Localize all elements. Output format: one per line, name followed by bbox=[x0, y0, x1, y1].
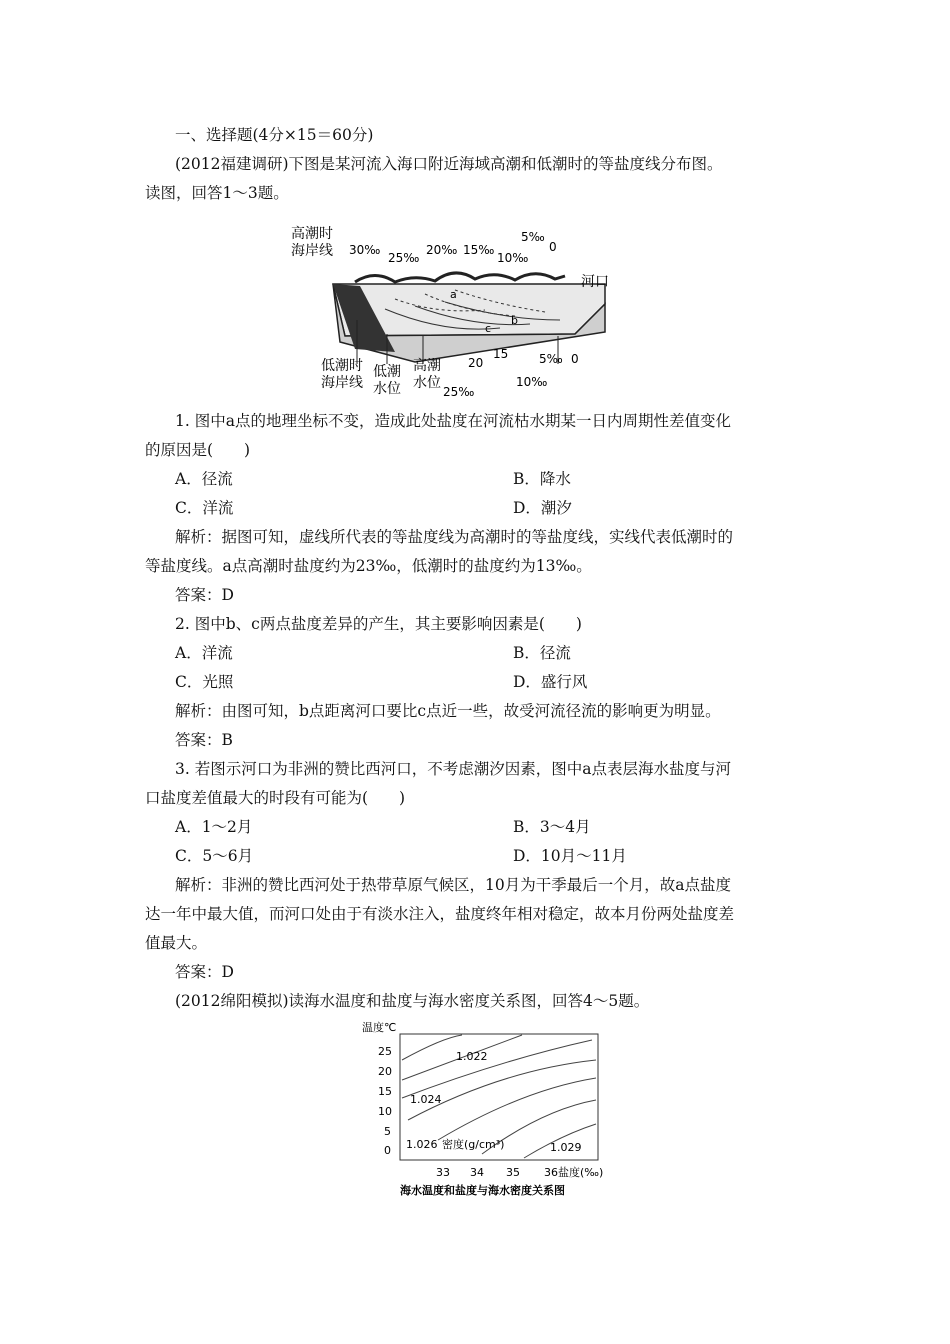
top-salinity-value: 0 bbox=[549, 240, 557, 254]
chart-caption: 海水温度和盐度与海水密度关系图 bbox=[400, 1184, 565, 1197]
q2-option-b: B．径流 bbox=[513, 644, 571, 662]
q1-option-b: B．降水 bbox=[513, 470, 571, 488]
q3-stem-line-1: 3. 若图示河口为非洲的赞比西河口，不考虑潮汐因素，图中a点表层海水盐度与河 bbox=[175, 760, 731, 778]
q1-stem-line-1: 1. 图中a点的地理坐标不变，造成此处盐度在河流枯水期某一日内周期性差值变化 bbox=[175, 412, 731, 430]
q2-option-d: D．盛行风 bbox=[513, 673, 588, 691]
q3-answer: 答案：D bbox=[175, 963, 234, 981]
y-tick: 15 bbox=[378, 1085, 392, 1098]
low-tide-level-label: 低潮 bbox=[373, 364, 401, 380]
high-tide-coastline bbox=[355, 273, 565, 282]
density-unit-label: 密度(g/cm³) bbox=[442, 1138, 505, 1151]
q3-analysis-line-2: 达一年中最大值，而河口处由于有淡水注入，盐度终年相对稳定，故本月份两处盐度差 bbox=[145, 905, 735, 923]
y-axis-label: 温度℃ bbox=[362, 1021, 397, 1034]
q1-option-a: A．径流 bbox=[175, 470, 233, 488]
q2-option-c: C．光照 bbox=[175, 673, 234, 691]
intro-line-1: (2012福建调研)下图是某河流入海口附近海域高潮和低潮时的等盐度线分布图。 bbox=[175, 155, 723, 173]
contour-label: 1.026 bbox=[406, 1138, 438, 1151]
contour-label: 1.022 bbox=[456, 1050, 488, 1063]
q3-option-c: C．5～6月 bbox=[175, 847, 254, 865]
contour-label: 1.024 bbox=[410, 1093, 442, 1106]
q3-option-d: D．10月～11月 bbox=[513, 847, 627, 865]
river-mouth-label: 河口 bbox=[581, 274, 609, 290]
q2-option-a: A．洋流 bbox=[175, 644, 233, 662]
y-tick: 10 bbox=[378, 1105, 392, 1118]
top-salinity-value: 20‰ bbox=[426, 243, 458, 257]
q3-analysis-line-1: 解析：非洲的赞比西河处于热带草原气候区，10月为干季最后一个月，故a点盐度 bbox=[175, 876, 731, 894]
density-contour bbox=[402, 1035, 462, 1060]
q1-analysis-line-1: 解析：据图可知，虚线所代表的等盐度线为高潮时的等盐度线，实线代表低潮时的 bbox=[175, 528, 734, 546]
bottom-salinity-value: 0 bbox=[571, 352, 579, 366]
bottom-salinity-value: 20 bbox=[468, 356, 484, 370]
top-salinity-value: 15‰ bbox=[463, 243, 495, 257]
estuary-salinity-diagram bbox=[285, 224, 615, 402]
y-tick: 5 bbox=[384, 1125, 391, 1138]
bottom-salinity-value: 10‰ bbox=[516, 375, 548, 389]
low-tide-coast-label: 低潮时 bbox=[321, 358, 363, 374]
point-a-label: a bbox=[450, 288, 457, 301]
q2-answer: 答案：B bbox=[175, 731, 233, 749]
bottom-salinity-value: 25‰ bbox=[443, 385, 475, 399]
y-tick: 0 bbox=[384, 1144, 391, 1157]
high-tide-level-label: 高潮 bbox=[413, 358, 441, 374]
x-tick: 33 bbox=[436, 1166, 450, 1179]
top-salinity-value: 25‰ bbox=[388, 251, 420, 265]
q3-option-a: A．1～2月 bbox=[175, 818, 253, 836]
estuary-diagram-svg bbox=[285, 224, 615, 402]
y-tick: 20 bbox=[378, 1065, 392, 1078]
x-tick: 36 bbox=[544, 1166, 558, 1179]
q1-stem-line-2: 的原因是( ) bbox=[145, 441, 251, 459]
point-c-label: c bbox=[485, 322, 492, 335]
section-title: 一、选择题(4分×15＝60分) bbox=[175, 126, 374, 144]
high-tide-coast-label: 高潮时 bbox=[291, 226, 333, 242]
x-axis-label: 盐度(‰) bbox=[558, 1166, 604, 1179]
q1-option-d: D．潮汐 bbox=[513, 499, 572, 517]
top-salinity-value: 30‰ bbox=[349, 243, 381, 257]
q2-stem: 2. 图中b、c两点盐度差异的产生，其主要影响因素是( ) bbox=[175, 615, 582, 633]
intro2: (2012绵阳模拟)读海水温度和盐度与海水密度关系图，回答4～5题。 bbox=[175, 992, 650, 1010]
q2-analysis: 解析：由图可知，b点距离河口要比c点近一些，故受河流径流的影响更为明显。 bbox=[175, 702, 721, 720]
density-contour bbox=[408, 1060, 596, 1120]
density-chart-svg bbox=[352, 1020, 612, 1200]
x-tick: 35 bbox=[506, 1166, 520, 1179]
low-tide-coast-label: 海岸线 bbox=[321, 375, 363, 391]
y-tick: 25 bbox=[378, 1045, 392, 1058]
q1-analysis-line-2: 等盐度线。a点高潮时盐度约为23‰，低潮时的盐度约为13‰。 bbox=[145, 557, 592, 575]
bottom-salinity-value: 5‰ bbox=[539, 352, 563, 366]
q3-analysis-line-3: 值最大。 bbox=[145, 934, 208, 952]
point-b-label: b bbox=[511, 314, 518, 327]
high-tide-coast-label: 海岸线 bbox=[291, 243, 333, 259]
intro-line-2: 读图，回答1～3题。 bbox=[145, 184, 289, 202]
top-salinity-value: 5‰ bbox=[521, 230, 545, 244]
q1-answer: 答案：D bbox=[175, 586, 234, 604]
low-tide-level-label: 水位 bbox=[373, 381, 401, 397]
x-tick: 34 bbox=[470, 1166, 484, 1179]
q3-stem-line-2: 口盐度差值最大的时段有可能为( ) bbox=[145, 789, 406, 807]
contour-label: 1.029 bbox=[550, 1141, 582, 1154]
high-tide-level-label: 水位 bbox=[413, 375, 441, 391]
q1-option-c: C．洋流 bbox=[175, 499, 234, 517]
bottom-salinity-value: 15 bbox=[493, 347, 509, 361]
top-salinity-value: 10‰ bbox=[497, 251, 529, 265]
density-relation-chart bbox=[352, 1020, 612, 1200]
q3-option-b: B．3～4月 bbox=[513, 818, 591, 836]
